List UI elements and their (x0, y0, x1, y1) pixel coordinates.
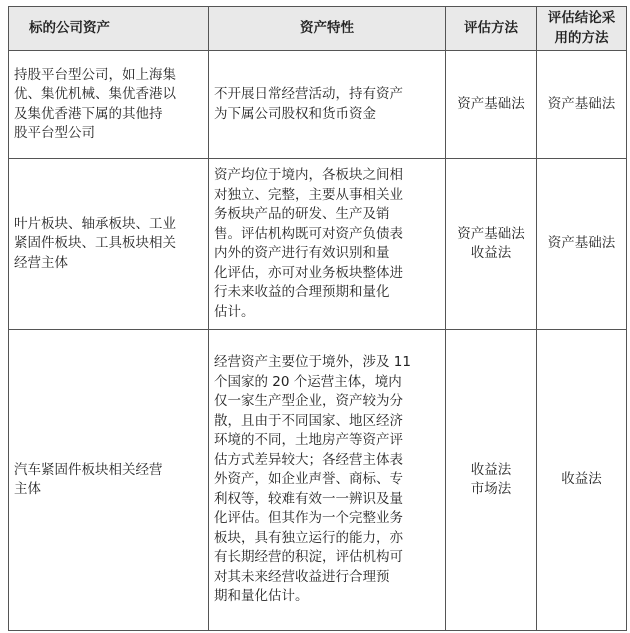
asset-cell: 汽车紧固件板块相关经营 主体 (9, 330, 209, 631)
conclusion-cell: 收益法 (537, 330, 627, 631)
conclusion-cell: 资产基础法 (537, 51, 627, 159)
header-feature: 资产特性 (209, 7, 446, 51)
asset-cell: 持股平台型公司，如上海集 优、集优机械、集优香港以 及集优香港下属的其他持 股平台型公司 (9, 51, 209, 159)
feature-cell: 资产均位于境内，各板块之间相 对独立、完整，主要从事相关业 务板块产品的研发、生产及销 售。评估机构既可对资产负债表 内外的资产进行有效识别和量 化评估，亦可对业务板块整体进 行未来收益的合理预期和量化 估计。 (209, 159, 446, 330)
method-cell: 收益法 市场法 (446, 330, 537, 631)
header-conclusion: 评估结论采 用的方法 (537, 7, 627, 51)
table-row (9, 51, 627, 159)
asset-valuation-table (8, 6, 627, 631)
conclusion-cell: 资产基础法 (537, 159, 627, 330)
header-row (9, 7, 627, 51)
header-method: 评估方法 (446, 7, 537, 51)
feature-cell: 经营资产主要位于境外，涉及 11 个国家的 20 个运营主体，境内 仅一家生产型企业，资产较为分 散，且由于不同国家、地区经济 环境的不同，土地房产等资产评 估方式差异较大；各经营主体表 外资产，如企业声誉、商标、专 利权等，较难有效一一辨识及量 化评估。但其作为一个完整业务 板块，具有独立运行的能力，亦 有长期经营的积淀，评估机构可 对其未来经营收益进行合理预 期和量化估计。 (209, 330, 446, 631)
method-cell: 资产基础法 (446, 51, 537, 159)
header-asset: 标的公司资产 (9, 7, 209, 51)
asset-cell: 叶片板块、轴承板块、工业 紧固件板块、工具板块相关 经营主体 (9, 159, 209, 330)
table-row (9, 159, 627, 330)
feature-cell: 不开展日常经营活动，持有资产 为下属公司股权和货币资金 (209, 51, 446, 159)
method-cell: 资产基础法 收益法 (446, 159, 537, 330)
table-row (9, 330, 627, 631)
